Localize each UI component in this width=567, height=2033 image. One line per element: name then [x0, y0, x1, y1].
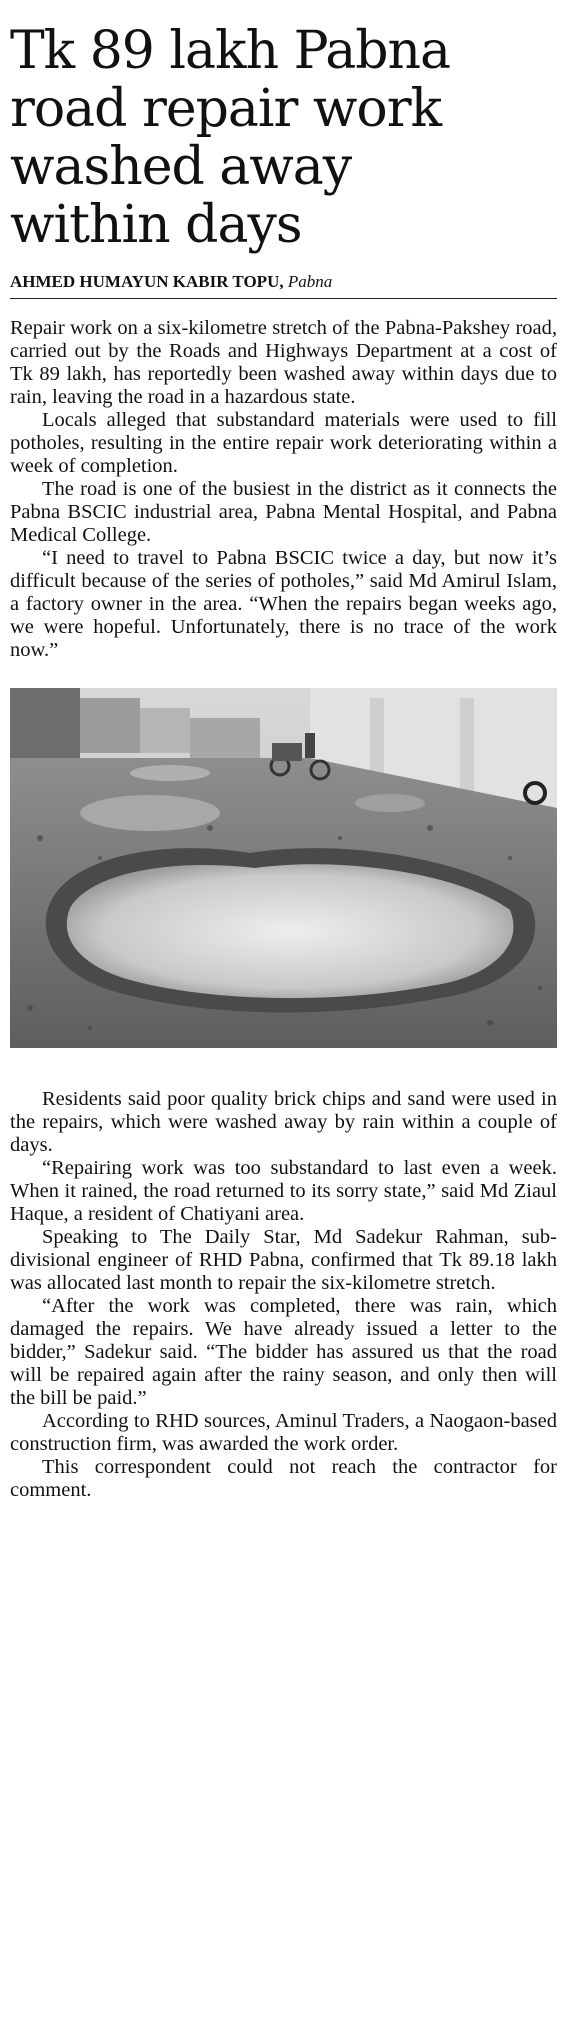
article-page — [10, 0, 557, 1502]
headline-line: within days — [10, 195, 302, 255]
pothole-road-image — [10, 688, 557, 1048]
article-body-top — [10, 317, 557, 662]
byline — [10, 272, 557, 292]
byline-divider — [10, 298, 557, 299]
article-paragraph: Residents said poor quality brick chips and sand were used in the repairs, which were washed away by rain within a couple of days. — [10, 1088, 557, 1156]
headline-line: road repair work — [10, 79, 442, 139]
article-paragraph: The road is one of the busiest in the district as it connects the Pabna BSCIC industrial area, Pabna Mental Hospital, and Pabna Medical College. — [10, 478, 557, 546]
article-paragraph: According to RHD sources, Aminul Traders, a Naogaon-based construction firm, was awarded the work order. — [10, 1410, 557, 1455]
article-body-bottom — [10, 1088, 557, 1502]
article-paragraph: Speaking to The Daily Star, Md Sadekur Rahman, sub-divisional engineer of RHD Pabna, confirmed that Tk 89.18 lakh was allocated last month to repair the six-kilometre stretch. — [10, 1226, 557, 1294]
headline-line: washed away — [10, 137, 352, 197]
article-photo — [10, 688, 557, 1048]
byline-location: Pabna — [287, 272, 333, 291]
article-paragraph: “Repairing work was too substandard to last even a week. When it rained, the road returned to its sorry state,” said Md Ziaul Haque, a resident of Chatiyani area. — [10, 1157, 557, 1225]
article-paragraph: “I need to travel to Pabna BSCIC twice a day, but now it’s difficult because of the series of potholes,” said Md Amirul Islam, a factory owner in the area. “When the repairs began weeks ago, we were hopeful. Unfortunately, there is no trace of the work now.” — [10, 547, 557, 661]
headline-line: Tk 89 lakh Pabna — [10, 21, 451, 81]
article-paragraph: This correspondent could not reach the contractor for comment. — [10, 1456, 557, 1501]
byline-author: AHMED HUMAYUN KABIR TOPU, — [10, 272, 284, 291]
article-paragraph: Locals alleged that substandard materials were used to fill potholes, resulting in the entire repair work deteriorating within a week of completion. — [10, 409, 557, 477]
headline — [10, 22, 557, 254]
article-paragraph: “After the work was completed, there was rain, which damaged the repairs. We have already issued a letter to the bidder,” Sadekur said. “The bidder has assured us that the road will be repaired again after the rainy season, and only then will the bill be paid.” — [10, 1295, 557, 1409]
article-paragraph: Repair work on a six-kilometre stretch of the Pabna-Pakshey road, carried out by the Roads and Highways Department at a cost of Tk 89 lakh, has reportedly been washed away within days due to rain, leaving the road in a hazardous state. — [10, 317, 557, 408]
